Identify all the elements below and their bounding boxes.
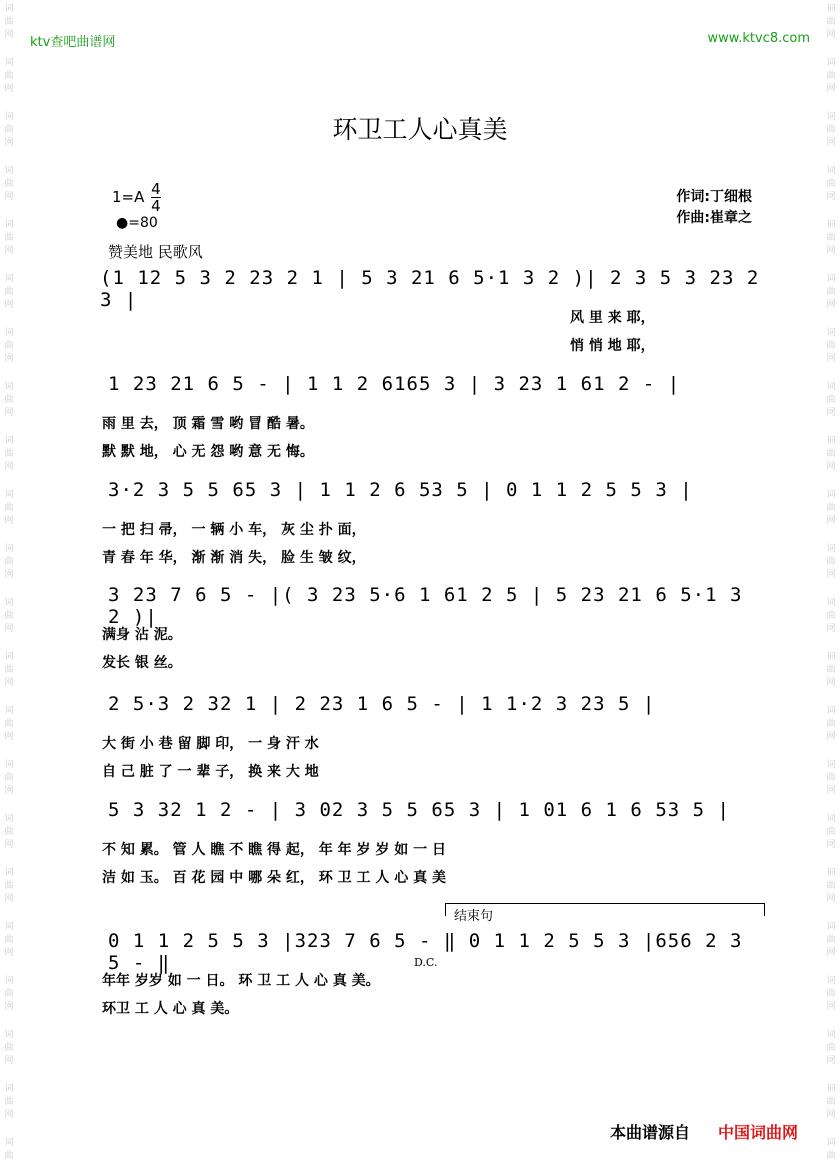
lyric-verse-1: 一 把 扫 帚， 一 辆 小 车， 灰 尘 扑 面，	[102, 522, 366, 538]
watermark-char: 网	[826, 786, 836, 796]
watermark-char: 网	[4, 84, 14, 94]
watermark-char: 词	[4, 976, 14, 986]
lyric-verse-2: 自 己 脏 了 一 辈 子， 换 来 大 地	[102, 764, 319, 780]
watermark-char: 网	[4, 516, 14, 526]
watermark-char: 曲	[826, 395, 836, 405]
watermark-char: 词	[4, 1138, 14, 1148]
watermark-char: 词	[4, 868, 14, 878]
watermark-char: 曲	[826, 1151, 836, 1161]
watermark-char: 曲	[826, 179, 836, 189]
watermark-char: 词	[826, 436, 836, 446]
watermark-char: 词	[4, 760, 14, 770]
tempo-value: =80	[128, 215, 158, 231]
watermark-char: 词	[4, 220, 14, 230]
watermark-char: 曲	[826, 665, 836, 675]
watermark-char: 词	[4, 544, 14, 554]
notation-text: (1 12 5 3 2 23 2 1 | 5 3 21 6 5·1 3 2 )| 2 3 5 3 23 2 3 |	[100, 267, 760, 311]
watermark-char: 词	[4, 58, 14, 68]
watermark-char: 网	[4, 354, 14, 364]
watermark-char: 网	[826, 1056, 836, 1066]
watermark-char: 网	[826, 300, 836, 310]
watermark-char: 网	[826, 570, 836, 580]
score-line-2	[100, 373, 765, 469]
watermark-char: 网	[4, 462, 14, 472]
watermark-char: 曲	[4, 503, 14, 513]
time-bottom: 4	[151, 197, 161, 215]
watermark-char: 网	[826, 354, 836, 364]
score-line-6	[100, 799, 765, 895]
lyric-verse-1: 风 里 来 耶，	[570, 310, 655, 326]
notation-row	[100, 267, 765, 311]
composer: 作曲:崔章之	[676, 210, 752, 226]
source-label: 本曲谱源自	[610, 1123, 691, 1142]
lyric-verse-2: 默 默 地， 心 无 怨 哟 意 无 悔。	[102, 444, 314, 460]
watermark-char: 词	[826, 544, 836, 554]
score-line-4	[100, 584, 765, 680]
score-line-5	[100, 693, 765, 789]
watermark-char: 网	[826, 894, 836, 904]
note-icon: ●	[116, 215, 129, 231]
watermark-char: 词	[4, 112, 14, 122]
watermark-char: 网	[4, 1002, 14, 1012]
watermark-char: 词	[826, 1084, 836, 1094]
watermark-char: 词	[4, 814, 14, 824]
watermark-char: 词	[826, 166, 836, 176]
watermark-char: 曲	[826, 125, 836, 135]
watermark-char: 词	[826, 274, 836, 284]
watermark-char: 曲	[826, 449, 836, 459]
watermark-char: 词	[826, 490, 836, 500]
watermark-char: 网	[826, 138, 836, 148]
watermark-char: 网	[826, 192, 836, 202]
watermark-char: 网	[4, 30, 14, 40]
notation-text: 0 1 1 2 5 5 3 |323 7 6 5 - ‖ 0 1 1 2 5 5 3 |656 2 3 5 - ‖	[108, 930, 743, 974]
watermark-char: 词	[826, 1138, 836, 1148]
style-marking: 赞美地 民歌风	[108, 243, 203, 261]
watermark-char: 曲	[4, 287, 14, 297]
watermark-char: 曲	[826, 827, 836, 837]
watermark-char: 曲	[4, 395, 14, 405]
watermark-char: 网	[826, 624, 836, 634]
watermark-char: 曲	[4, 449, 14, 459]
watermark-char: 曲	[4, 71, 14, 81]
watermark-char: 网	[4, 786, 14, 796]
watermark-char: 网	[4, 138, 14, 148]
watermark-char: 网	[826, 246, 836, 256]
watermark-char: 曲	[4, 17, 14, 27]
watermark-char: 词	[4, 328, 14, 338]
watermark-char: 网	[4, 408, 14, 418]
watermark-char: 曲	[826, 773, 836, 783]
watermark-char: 网	[826, 1002, 836, 1012]
notation-row	[100, 584, 765, 628]
watermark-char: 词	[826, 58, 836, 68]
watermark-char: 词	[826, 1030, 836, 1040]
watermark-char: 词	[826, 598, 836, 608]
watermark-char: 网	[4, 1056, 14, 1066]
watermark-char: 曲	[826, 935, 836, 945]
watermark-char: 曲	[4, 1043, 14, 1053]
watermark-right	[824, 0, 838, 1169]
ending-label: 结束句	[452, 905, 495, 924]
lyric-verse-1: 年年 岁岁 如 一 日。 环 卫 工 人 心 真 美。	[102, 973, 380, 989]
notation-row	[100, 373, 765, 407]
watermark-char: 曲	[826, 71, 836, 81]
watermark-char: 网	[4, 678, 14, 688]
watermark-char: 词	[4, 490, 14, 500]
lyric-verse-2: 环卫 工 人 心 真 美。	[102, 1001, 239, 1017]
notation-row	[100, 799, 765, 833]
song-title: 环卫工人心真美	[332, 115, 508, 144]
watermark-char: 网	[4, 192, 14, 202]
watermark-char: 曲	[826, 287, 836, 297]
notation-text: 5 3 32 1 2 - | 3 02 3 5 5 65 3 | 1 01 6 1 6 53 5 |	[108, 799, 730, 821]
watermark-char: 词	[826, 922, 836, 932]
lyric-verse-2: 发长 银 丝。	[102, 655, 182, 671]
watermark-char: 曲	[826, 989, 836, 999]
watermark-char: 网	[4, 246, 14, 256]
watermark-char: 曲	[826, 233, 836, 243]
watermark-char: 曲	[4, 341, 14, 351]
notation-row	[100, 693, 765, 727]
watermark-char: 曲	[826, 1043, 836, 1053]
watermark-char: 曲	[826, 719, 836, 729]
watermark-char: 词	[4, 922, 14, 932]
notation-text: 3 23 7 6 5 - |( 3 23 5·6 1 61 2 5 | 5 23 21 6 5·1 3 2 )|	[108, 584, 743, 628]
watermark-char: 词	[826, 220, 836, 230]
ending-bracket	[445, 903, 765, 924]
score-line-3	[100, 479, 765, 575]
watermark-char: 曲	[4, 611, 14, 621]
watermark-char: 曲	[4, 881, 14, 891]
notation-text: 2 5·3 2 32 1 | 2 23 1 6 5 - | 1 1·2 3 23 5 |	[108, 693, 656, 715]
watermark-char: 网	[4, 624, 14, 634]
watermark-char: 网	[4, 1110, 14, 1120]
watermark-char: 词	[4, 382, 14, 392]
watermark-char: 网	[826, 732, 836, 742]
watermark-char: 网	[826, 948, 836, 958]
watermark-char: 曲	[4, 125, 14, 135]
notation-text: 3·2 3 5 5 65 3 | 1 1 2 6 53 5 | 0 1 1 2 5 5 3 |	[108, 479, 693, 501]
score-line-7	[100, 930, 765, 1026]
site-url-right[interactable]: www.ktvc8.com	[707, 31, 810, 46]
watermark-char: 曲	[4, 989, 14, 999]
watermark-char: 曲	[4, 773, 14, 783]
watermark-char: 曲	[826, 611, 836, 621]
watermark-char: 曲	[4, 827, 14, 837]
lyric-verse-2: 青 春 年 华， 渐 渐 消 失， 脸 生 皱 纹，	[102, 550, 366, 566]
watermark-char: 词	[4, 274, 14, 284]
lyricist: 作词:丁细根	[676, 189, 752, 205]
time-top: 4	[151, 180, 161, 198]
lyric-verse-1: 满身 沾 泥。	[102, 627, 182, 643]
watermark-char: 曲	[826, 1097, 836, 1107]
watermark-char: 词	[826, 868, 836, 878]
watermark-char: 网	[4, 948, 14, 958]
watermark-char: 网	[826, 840, 836, 850]
watermark-char: 网	[4, 732, 14, 742]
lyric-verse-2: 悄 悄 地 耶，	[570, 338, 655, 354]
watermark-char: 词	[826, 328, 836, 338]
notation-text: 1 23 21 6 5 - | 1 1 2 6165 3 | 3 23 1 61 2 - |	[108, 373, 681, 395]
watermark-char: 词	[4, 436, 14, 446]
watermark-char: 网	[4, 300, 14, 310]
watermark-char: 网	[826, 30, 836, 40]
watermark-char: 词	[826, 760, 836, 770]
watermark-char: 曲	[826, 17, 836, 27]
watermark-char: 词	[826, 976, 836, 986]
time-signature	[151, 181, 161, 214]
watermark-char: 词	[826, 814, 836, 824]
watermark-char: 网	[826, 84, 836, 94]
watermark-char: 网	[4, 840, 14, 850]
watermark-char: 网	[4, 570, 14, 580]
watermark-char: 词	[4, 598, 14, 608]
watermark-char: 词	[4, 1030, 14, 1040]
watermark-char: 曲	[826, 503, 836, 513]
watermark-char: 词	[4, 166, 14, 176]
key-label: 1=A	[112, 188, 145, 206]
watermark-char: 词	[4, 652, 14, 662]
score-line-1	[100, 267, 765, 363]
watermark-char: 词	[826, 4, 836, 14]
watermark-char: 曲	[4, 1151, 14, 1161]
watermark-char: 曲	[4, 179, 14, 189]
watermark-char: 曲	[4, 233, 14, 243]
watermark-char: 曲	[4, 557, 14, 567]
lyric-verse-1: 雨 里 去， 顶 霜 雪 哟 冒 酷 暑。	[102, 416, 314, 432]
lyric-verse-1: 大 街 小 巷 留 脚 印， 一 身 汗 水	[102, 736, 319, 752]
watermark-char: 网	[826, 408, 836, 418]
watermark-char: 曲	[826, 341, 836, 351]
lyric-verse-1: 不 知 累。 管 人 瞧 不 瞧 得 起， 年 年 岁 岁 如 一 日	[102, 842, 446, 858]
watermark-left	[2, 0, 16, 1169]
watermark-char: 词	[826, 706, 836, 716]
site-name-left[interactable]: ktv查吧曲谱网	[30, 35, 116, 50]
watermark-char: 曲	[4, 935, 14, 945]
watermark-char: 曲	[4, 665, 14, 675]
watermark-char: 词	[826, 382, 836, 392]
da-capo-marking: D.C.	[414, 956, 438, 969]
notation-row	[100, 479, 765, 513]
watermark-char: 词	[4, 4, 14, 14]
key-signature	[112, 181, 161, 214]
watermark-char: 词	[4, 1084, 14, 1094]
watermark-char: 曲	[826, 881, 836, 891]
watermark-char: 词	[826, 112, 836, 122]
lyric-verse-2: 洁 如 玉。 百 花 园 中 哪 朵 红， 环 卫 工 人 心 真 美	[102, 870, 446, 886]
watermark-char: 曲	[826, 557, 836, 567]
watermark-char: 网	[4, 894, 14, 904]
watermark-char: 词	[826, 652, 836, 662]
watermark-char: 网	[826, 1110, 836, 1120]
watermark-char: 网	[826, 678, 836, 688]
tempo	[116, 215, 158, 231]
watermark-char: 词	[4, 706, 14, 716]
watermark-char: 曲	[4, 719, 14, 729]
watermark-char: 网	[826, 462, 836, 472]
source-site-link[interactable]: 中国词曲网	[718, 1123, 799, 1142]
watermark-char: 网	[826, 516, 836, 526]
watermark-char: 曲	[4, 1097, 14, 1107]
